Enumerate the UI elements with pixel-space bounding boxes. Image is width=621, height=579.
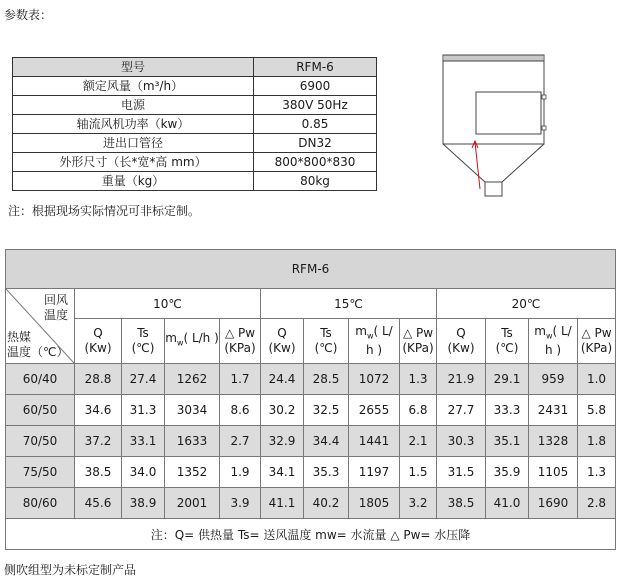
table-cell: 3034 — [165, 395, 220, 426]
col-mw: $m_w$( L/ h ) — [349, 319, 400, 364]
spec-value: 800*800*830 — [254, 153, 377, 172]
table-cell: 34.1 — [261, 457, 304, 488]
col-pw: △ Pw (KPa) — [578, 319, 616, 364]
row-label: 75/50 — [6, 457, 75, 488]
table-cell: 1.8 — [578, 426, 616, 457]
spec-value: 6900 — [254, 77, 377, 96]
table-cell: 1.5 — [400, 457, 437, 488]
table-cell: 33.1 — [122, 426, 165, 457]
col-mw: $m_w$( L/h ) — [165, 319, 220, 364]
temp-header-15: 15℃ — [261, 289, 437, 319]
table-cell: 41.0 — [486, 488, 529, 519]
table-row — [6, 364, 616, 395]
spec-row — [13, 96, 377, 115]
performance-table — [5, 249, 616, 550]
table-cell: 27.7 — [437, 395, 486, 426]
table-cell: 8.6 — [220, 395, 261, 426]
col-mw: $m_w$( L/ h ) — [529, 319, 578, 364]
table-cell: 2.1 — [400, 426, 437, 457]
table-cell: 24.4 — [261, 364, 304, 395]
table-cell: 30.2 — [261, 395, 304, 426]
spec-note: 注：根据现场实际情况可非标定制。 — [8, 204, 201, 218]
col-q: Q (Kw) — [75, 319, 122, 364]
table-cell: 1.0 — [578, 364, 616, 395]
spec-value: 0.85 — [254, 115, 377, 134]
spec-label: 轴流风机功率（kw） — [13, 115, 254, 134]
table-cell: 30.3 — [437, 426, 486, 457]
spec-value: RFM-6 — [254, 58, 377, 77]
table-cell: 1805 — [349, 488, 400, 519]
table-cell: 34.6 — [75, 395, 122, 426]
table-row — [6, 426, 616, 457]
table-row — [6, 457, 616, 488]
table-cell: 21.9 — [437, 364, 486, 395]
spec-label: 型号 — [13, 58, 254, 77]
table-cell: 37.2 — [75, 426, 122, 457]
table-cell: 1328 — [529, 426, 578, 457]
spec-label: 重量（kg） — [13, 172, 254, 191]
table-cell: 1072 — [349, 364, 400, 395]
spec-row — [13, 58, 377, 77]
table-cell: 28.5 — [304, 364, 349, 395]
table-cell: 1690 — [529, 488, 578, 519]
spec-row — [13, 172, 377, 191]
spec-value: DN32 — [254, 134, 377, 153]
table-cell: 1105 — [529, 457, 578, 488]
footer-note: 侧吹组型为未标定制产品 — [4, 563, 137, 577]
table-cell: 6.8 — [400, 395, 437, 426]
table-cell: 3.2 — [400, 488, 437, 519]
spec-label: 进出口管径 — [13, 134, 254, 153]
table-cell: 1262 — [165, 364, 220, 395]
col-q: Q (Kw) — [437, 319, 486, 364]
spec-row — [13, 134, 377, 153]
spec-label: 外形尺寸（长*宽*高 mm） — [13, 153, 254, 172]
table-cell: 1633 — [165, 426, 220, 457]
table-cell: 31.5 — [437, 457, 486, 488]
table-cell: 2.7 — [220, 426, 261, 457]
table-cell: 959 — [529, 364, 578, 395]
table-cell: 28.8 — [75, 364, 122, 395]
product-diagram — [436, 52, 556, 202]
table-cell: 1352 — [165, 457, 220, 488]
table-cell: 34.4 — [304, 426, 349, 457]
spec-label: 电源 — [13, 96, 254, 115]
table-cell: 1441 — [349, 426, 400, 457]
table-cell: 1197 — [349, 457, 400, 488]
spec-table — [12, 57, 377, 191]
table-cell: 2001 — [165, 488, 220, 519]
row-label: 60/50 — [6, 395, 75, 426]
table-cell: 29.1 — [486, 364, 529, 395]
row-label: 70/50 — [6, 426, 75, 457]
col-pw: △ Pw (KPa) — [400, 319, 437, 364]
table-cell: 34.0 — [122, 457, 165, 488]
table-cell: 32.5 — [304, 395, 349, 426]
spec-row — [13, 77, 377, 96]
table-row — [6, 395, 616, 426]
table-cell: 2655 — [349, 395, 400, 426]
col-pw: △ Pw (KPa) — [220, 319, 261, 364]
spec-row — [13, 153, 377, 172]
table-cell: 2.8 — [578, 488, 616, 519]
table-cell: 5.8 — [578, 395, 616, 426]
table-cell: 41.1 — [261, 488, 304, 519]
table-cell: 35.1 — [486, 426, 529, 457]
col-q: Q (Kw) — [261, 319, 304, 364]
model-name: RFM-6 — [6, 250, 616, 289]
table-cell: 40.2 — [304, 488, 349, 519]
table-cell: 31.3 — [122, 395, 165, 426]
temp-header-10: 10℃ — [75, 289, 261, 319]
table-cell: 38.5 — [437, 488, 486, 519]
row-label: 60/40 — [6, 364, 75, 395]
table-cell: 35.3 — [304, 457, 349, 488]
table-cell: 32.9 — [261, 426, 304, 457]
col-ts: Ts (℃) — [304, 319, 349, 364]
table-cell: 1.3 — [400, 364, 437, 395]
table-cell: 35.9 — [486, 457, 529, 488]
table-cell: 1.3 — [578, 457, 616, 488]
table-cell: 3.9 — [220, 488, 261, 519]
spec-value: 380V 50Hz — [254, 96, 377, 115]
table-cell: 1.9 — [220, 457, 261, 488]
table-cell: 2431 — [529, 395, 578, 426]
table-cell: 27.4 — [122, 364, 165, 395]
table-note: 注：Q= 供热量 Ts= 送风温度 mw= 水流量 △ Pw= 水压降 — [6, 519, 616, 550]
col-ts: Ts (℃) — [122, 319, 165, 364]
table-cell: 38.5 — [75, 457, 122, 488]
table-cell: 38.9 — [122, 488, 165, 519]
row-label: 80/60 — [6, 488, 75, 519]
spec-value: 80kg — [254, 172, 377, 191]
table-cell: 45.6 — [75, 488, 122, 519]
table-row — [6, 488, 616, 519]
table-cell: 33.3 — [486, 395, 529, 426]
temp-header-20: 20℃ — [437, 289, 616, 319]
table-cell: 1.7 — [220, 364, 261, 395]
col-ts: Ts (℃) — [486, 319, 529, 364]
spec-label: 额定风量（m³/h） — [13, 77, 254, 96]
spec-row — [13, 115, 377, 134]
corner-header: 回风 温度 热媒 温度（℃） — [6, 289, 75, 364]
section-title: 参数表： — [4, 8, 53, 22]
